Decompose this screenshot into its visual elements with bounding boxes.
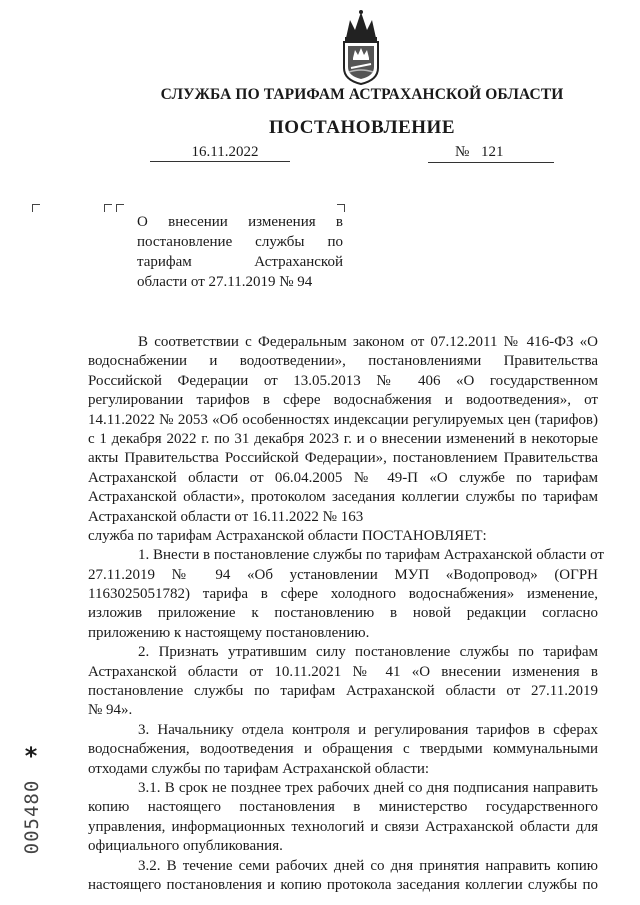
item-3-paragraph: 3. Начальнику отдела контроля и регулирования тарифов в сферах водоснабжения, водоотведения и обращения с твердыми коммунальными отходами службы по тарифам Астраханской области: bbox=[88, 721, 598, 777]
corner-mark bbox=[116, 204, 124, 212]
organization-name: СЛУЖБА ПО ТАРИФАМ АСТРАХАНСКОЙ ОБЛАСТИ bbox=[160, 86, 564, 103]
item-3-2-paragraph: 3.2. В течение семи рабочих дней со дня принятия направить копию настоящего постановления и копию протокола заседания коллегии службы по bbox=[88, 857, 598, 893]
subject-line: тарифам Астраханской bbox=[137, 254, 343, 270]
number-value: 121 bbox=[481, 144, 504, 160]
star-icon: * bbox=[24, 742, 38, 770]
subject-line: О внесении изменения в bbox=[137, 214, 343, 230]
resolves-line: служба по тарифам Астраханской области ПОСТАНОВЛЯЕТ: bbox=[88, 527, 487, 544]
number-sign: № bbox=[455, 144, 470, 160]
corner-mark bbox=[337, 204, 345, 212]
coat-of-arms-icon bbox=[336, 8, 386, 86]
preamble-paragraph: В соответствии с Федеральным законом от 07.12.2011 № 416-ФЗ «О водоснабжении и водоотведении», постановлениями Правительства Российской Федерации от 13.05.2013 № 406 «О государственном регулировании тарифов в сфере водоснабжения и водоотведения», от 14.11.2022 № 2053 «Об особенностях индексации регулируемых цен (тарифов) с 1 декабря 2022 г. по 31 декабря 2023 г. и о внесении изменений в некоторые акты Правительства Российской Федерации», постановлением Правительства Астраханской области от 06.04.2005 № 49-П «О службе по тарифам Астраханской области», протоколом заседания коллегии службы по тарифам Астраханской области от 16.11.2022 № 163 bbox=[88, 334, 598, 525]
corner-mark bbox=[32, 204, 40, 212]
subject-line: области от 27.11.2019 № 94 bbox=[137, 274, 313, 290]
item-2-paragraph: 2. Признать утратившим силу постановление службы по тарифам Астраханской области от 10.11.2021 № 41 «О внесении изменения в постановление службы по тарифам Астраханской области от 27.11.2019 № 94». bbox=[88, 644, 598, 719]
margin-stamp bbox=[20, 744, 42, 864]
subject-line: постановление службы по bbox=[137, 234, 343, 250]
corner-mark bbox=[104, 204, 112, 212]
document-date: 16.11.2022 bbox=[150, 144, 290, 162]
document-number bbox=[428, 144, 554, 163]
document-subject bbox=[137, 212, 343, 292]
document-body bbox=[88, 333, 604, 895]
item-1-paragraph: 1. Внести в постановление службы по тарифам Астраханской области от 27.11.2019 № 94 «Об установлении МУП «Водопровод» (ОГРН 1163025051782) тарифа в сфере холодного водоснабжения» изменение, изложив приложение к постановлению в новой редакции согласно приложению к настоящему постановлению. bbox=[88, 547, 604, 641]
item-3-1-paragraph: 3.1. В срок не позднее трех рабочих дней со дня подписания направить копию настоящего постановления в министерство государственного управления, информационных технологий и связи Астраханской области для официального опубликования. bbox=[88, 779, 598, 855]
serial-number: 005480 bbox=[21, 779, 43, 855]
document-type: ПОСТАНОВЛЕНИЕ bbox=[268, 117, 456, 138]
